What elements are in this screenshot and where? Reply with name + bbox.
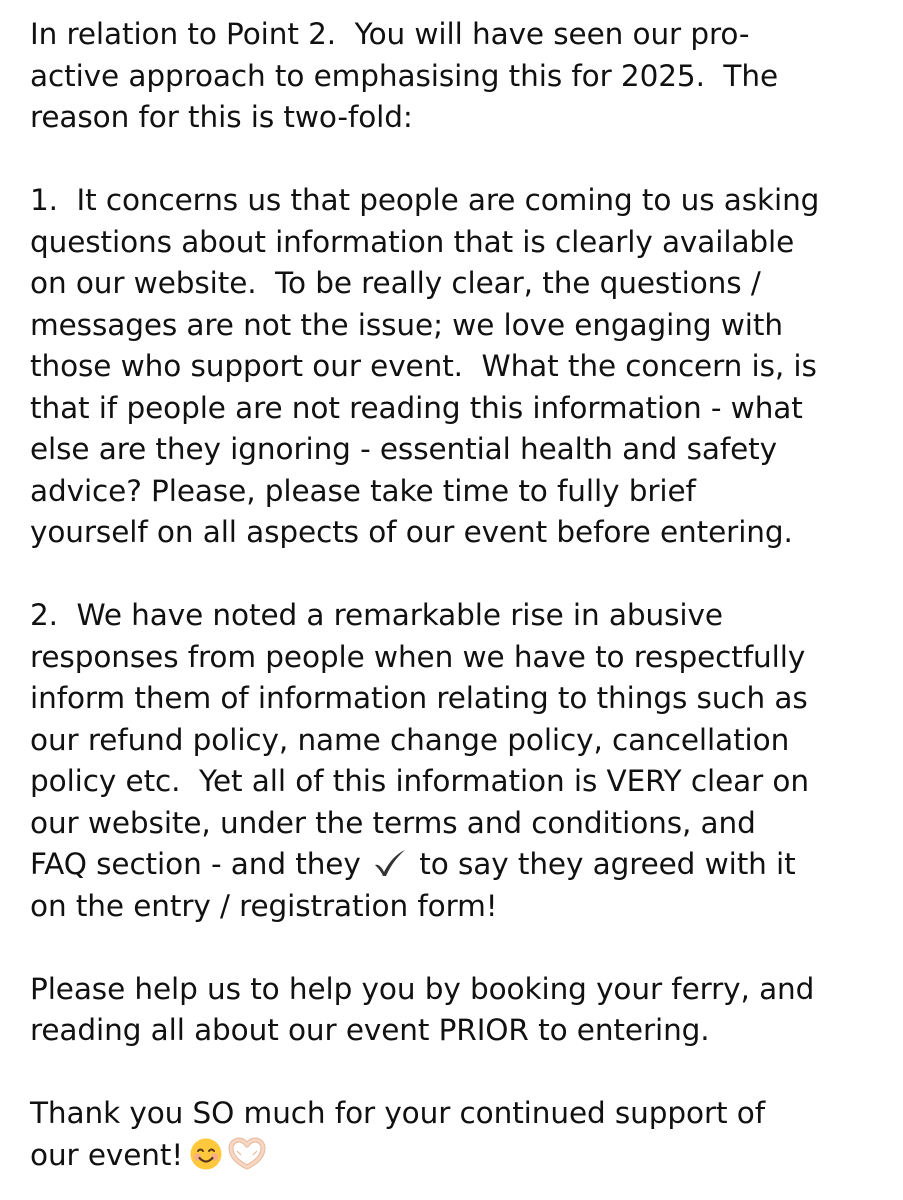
text-line: advice? Please, please take time to fully brief: [30, 473, 696, 508]
text-line-with-check: [30, 844, 892, 886]
document-body: [30, 14, 892, 1176]
text-line: 1. It concerns us that people are coming to us asking: [30, 183, 820, 217]
text-line: reason for this is two-fold:: [30, 100, 413, 134]
text-line: on our website. To be really clear, the questions /: [30, 266, 761, 300]
text-line: yourself on all aspects of our event before entering.: [30, 515, 793, 549]
text-line: Please help us to help you by booking your ferry, and: [30, 971, 815, 1006]
thanks-paragraph: [30, 1093, 892, 1176]
check-line-after: to say they agreed with it: [410, 847, 796, 881]
text-line: In relation to Point 2. You will have seen our pro-: [30, 17, 750, 51]
text-line: active approach to emphasising this for 2025. The: [30, 58, 778, 93]
text-line: our refund policy, name change policy, cancellation: [30, 722, 790, 757]
text-line: policy etc. Yet all of this information is VERY clear on: [30, 764, 809, 798]
text-line: else are they ignoring - essential health and safety: [30, 432, 777, 466]
point-1-paragraph: [30, 180, 892, 554]
intro-paragraph: [30, 14, 892, 139]
text-line-with-emoji: [30, 1135, 892, 1177]
text-line: questions about information that is clearly available: [30, 224, 795, 259]
text-line: that if people are not reading this information - what: [30, 390, 803, 425]
smiling-face-icon: [189, 1137, 223, 1171]
text-line: on the entry / registration form!: [30, 888, 498, 923]
check-line-before: FAQ section - and they: [30, 847, 370, 881]
check-mark-icon: [372, 848, 408, 878]
heart-hands-icon: [227, 1137, 267, 1171]
thanks-line-2: our event!: [30, 1137, 184, 1172]
text-line: responses from people when we have to respectfully: [30, 639, 806, 674]
text-line: those who support our event. What the concern is, is: [30, 349, 817, 383]
text-line: reading all about our event PRIOR to entering.: [30, 1013, 710, 1047]
text-line: Thank you SO much for your continued support of: [30, 1096, 765, 1130]
help-paragraph: [30, 969, 892, 1052]
text-line: inform them of information relating to things such as: [30, 681, 808, 715]
text-line: messages are not the issue; we love engaging with: [30, 307, 783, 342]
text-line: our website, under the terms and conditions, and: [30, 805, 756, 840]
point-2-paragraph: [30, 595, 892, 927]
text-line: 2. We have noted a remarkable rise in abusive: [30, 598, 723, 632]
